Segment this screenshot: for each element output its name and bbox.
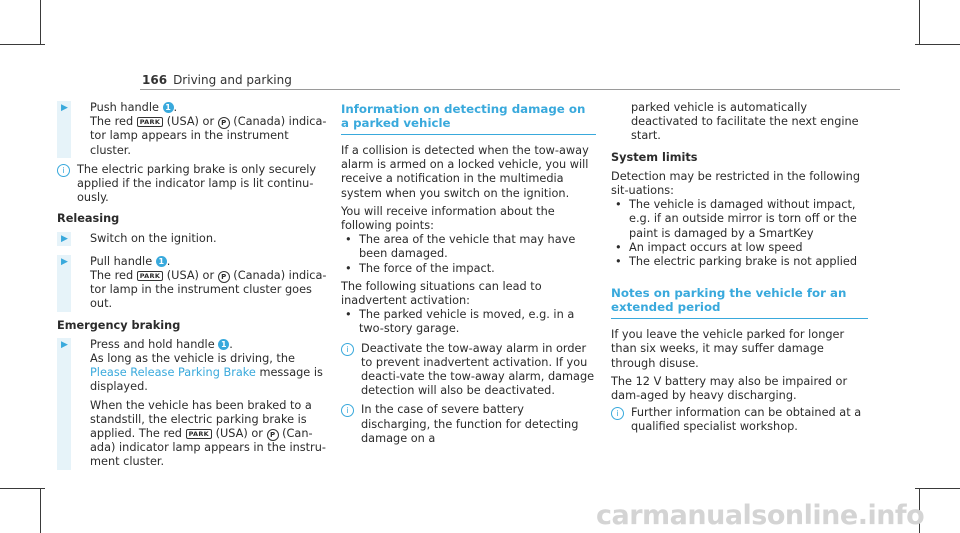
subheading-system-limits: System limits <box>611 150 698 164</box>
subheading-emergency-braking: Emergency braking <box>57 318 181 332</box>
parking-brake-icon: P <box>218 117 230 129</box>
callout-1-icon: 1 <box>163 102 174 113</box>
column-2: Information on detecting damage on a parked vehicle If a collision is detected when the tow-away alarm is armed on a locked vehicle, you will receive a notification in the multimedia system when you switch on the ignition. You will receive information about the following points: • The area of the vehicle that may have been damaged. • The force of the impact. The following situations can lead to inadvertent activation: • The parked vehicle is moved, e.g. in a two-story garage. i Deactivate the tow-away alarm in order to prevent inadvertent activation. If you deacti-vate the tow-away alarm, damage detection will also be deactivated. i In the case of severe battery discharging, the function for detecting damage on a <box>341 102 596 446</box>
crop-mark <box>915 488 960 489</box>
list-item: • An impact occurs at low speed <box>611 241 868 255</box>
crop-mark <box>0 44 45 45</box>
step-bar <box>57 338 71 470</box>
section-rule <box>341 134 596 135</box>
crop-mark <box>919 0 920 45</box>
section-rule <box>611 318 868 319</box>
parking-brake-icon: P <box>267 429 279 441</box>
callout-1-icon: 1 <box>156 256 167 267</box>
park-lamp-icon: PARK <box>137 117 163 127</box>
crop-mark <box>915 44 960 45</box>
step-arrow-icon: ▶ <box>61 233 68 244</box>
page-header <box>142 73 292 87</box>
park-lamp-icon: PARK <box>186 429 212 439</box>
note-workshop: i Further information can be obtained at a qualified specialist workshop. <box>611 406 868 434</box>
column-1 <box>57 101 327 470</box>
list-item: • The force of the impact. <box>341 262 596 276</box>
info-icon: i <box>341 343 354 356</box>
step-arrow-icon: ▶ <box>61 103 68 113</box>
section-title: Driving and parking <box>173 73 292 87</box>
info-icon: i <box>57 164 70 177</box>
list-item: • The electric parking brake is not applied <box>611 255 868 269</box>
crop-mark <box>40 488 41 533</box>
section-heading-damage-detection: Information on detecting damage on a parked vehicle <box>341 102 586 130</box>
page-number: 166 <box>142 73 168 87</box>
step-press-hold: ▶ Press and hold handle 1 . As long as the vehicle is driving, the Please Release Parking Brake message is displayed. When the vehicle has been braked to a standstill, the electric parking brake is applied. The red PARK (USA) or P (Can-ada) indicator lamp appears in the instru-ment cluster. <box>57 338 327 470</box>
step-arrow-icon: ▶ <box>61 339 68 350</box>
callout-1-icon: 1 <box>218 339 229 350</box>
list-item: • The parked vehicle is moved, e.g. in a two-story garage. <box>341 308 596 336</box>
step-pull-handle: ▶ Pull handle 1 . The red PARK (USA) or P (Canada) indica- tor lamp in the instrument cluster goes out. <box>57 255 327 312</box>
info-icon: i <box>611 407 624 420</box>
park-lamp-icon: PARK <box>137 271 163 281</box>
section-heading-extended-parking: Notes on parking the vehicle for an extended period <box>611 286 847 315</box>
crop-mark <box>0 488 45 489</box>
release-brake-message: Please Release Parking Brake <box>90 366 256 380</box>
info-icon: i <box>341 404 354 417</box>
header-rule <box>140 89 900 90</box>
note-battery: i In the case of severe battery discharging, the function for detecting damage on a <box>341 403 596 446</box>
crop-mark <box>40 0 41 45</box>
note-indicator: i The electric parking brake is only securely applied if the indicator lamp is lit continu-ously. <box>57 163 327 206</box>
subheading-releasing: Releasing <box>57 212 120 226</box>
step-ignition: ▶ Switch on the ignition. <box>57 232 327 246</box>
parking-brake-icon: P <box>218 271 230 283</box>
step-push-handle: ▶ Push handle 1 . The red PARK (USA) or P (Canada) indica- tor lamp appears in the instrument cluster. <box>57 101 327 158</box>
list-item: • The area of the vehicle that may have been damaged. <box>341 233 596 261</box>
note-deactivate: i Deactivate the tow-away alarm in order to prevent inadvertent activation. If you deacti-vate the tow-away alarm, damage detection will also be deactivated. <box>341 342 596 399</box>
list-item: • The vehicle is damaged without impact, e.g. if an outside mirror is torn off or the paint is damaged by a SmartKey <box>611 198 868 241</box>
column-3: parked vehicle is automatically deactivated to facilitate the next engine start. System limits Detection may be restricted in the following sit-uations: • The vehicle is damaged without impact, e.g. if an outside mirror is torn off or the paint is damaged by a SmartKey • An impact occurs at low speed • The electric parking brake is not applied Notes on parking the vehicle for an extended period If you leave the vehicle parked for longer than six weeks, it may suffer damage through disuse. The 12 V battery may also be impaired or dam-aged by heavy discharging. i Further information can be obtained at a qualified specialist workshop. <box>611 101 868 435</box>
step-arrow-icon: ▶ <box>61 256 68 267</box>
watermark: carmanualsonline.info <box>596 500 925 531</box>
